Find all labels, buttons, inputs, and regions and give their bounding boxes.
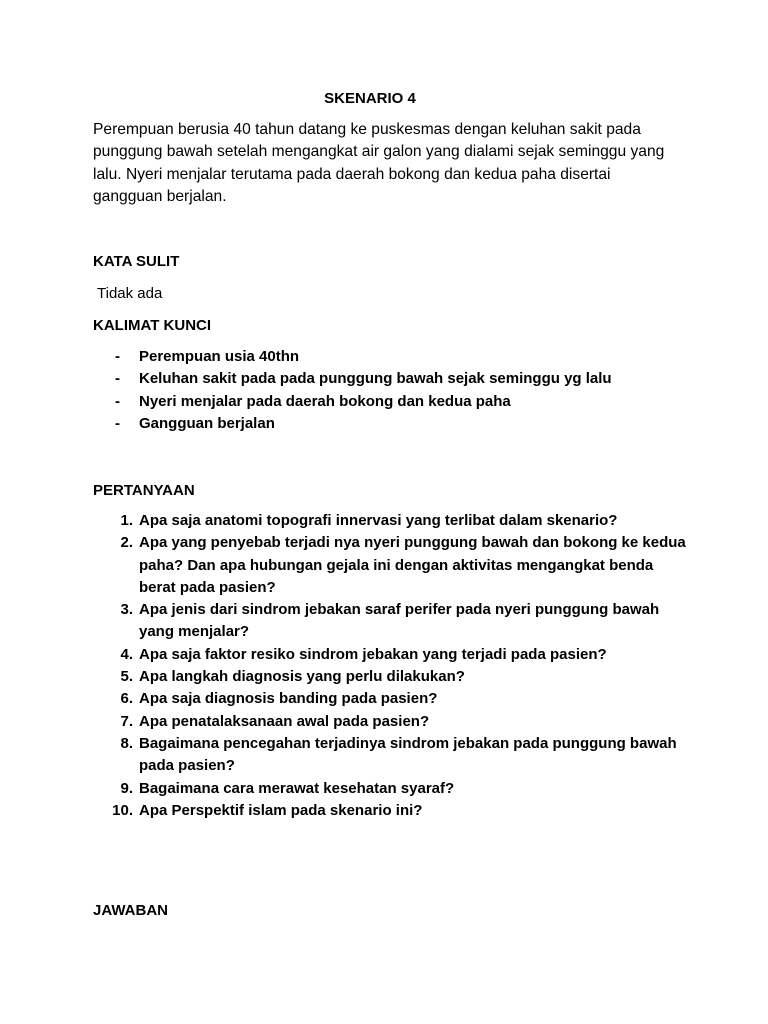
kata-sulit-text: Tidak ada xyxy=(97,285,163,302)
list-number: 8. xyxy=(120,734,133,752)
list-item xyxy=(93,800,693,822)
list-item-text: Bagaimana pencegahan terjadinya sindrom jebakan pada punggung bawah pada pasien? xyxy=(139,734,677,775)
bullet-marker: - xyxy=(115,392,120,410)
list-item-text: Bagaimana cara merawat kesehatan syaraf? xyxy=(139,779,455,797)
list-number: 4. xyxy=(120,645,133,663)
kalimat-kunci-list xyxy=(93,346,693,435)
pertanyaan-list xyxy=(93,510,693,822)
list-item-text: Apa yang penyebab terjadi nya nyeri punggung bawah dan bokong ke kedua paha? Dan apa hubungan gejala ini dengan aktivitas mengangkat benda berat pada pasien? xyxy=(139,534,686,596)
list-item-text: Apa saja diagnosis banding pada pasien? xyxy=(139,690,438,708)
list-item-text: Keluhan sakit pada pada punggung bawah sejak seminggu yg lalu xyxy=(139,370,612,388)
list-item-text: Nyeri menjalar pada daerah bokong dan kedua paha xyxy=(139,392,511,410)
list-item xyxy=(93,599,693,644)
list-item-text: Apa langkah diagnosis yang perlu dilakukan? xyxy=(139,668,465,686)
list-number: 2. xyxy=(120,534,133,552)
list-item xyxy=(93,666,693,688)
list-item xyxy=(93,688,693,710)
list-item xyxy=(93,368,693,390)
kalimat-kunci-heading: KALIMAT KUNCI xyxy=(93,317,212,334)
list-item xyxy=(93,733,693,778)
list-number: 1. xyxy=(120,512,133,529)
scenario-paragraph: Perempuan berusia 40 tahun datang ke puskesmas dengan keluhan sakit pada punggung bawah setelah mengangkat air galon yang dialami sejak seminggu yang lalu. Nyeri menjalar terutama pada daerah bokong dan kedua paha disertai gangguan berjalan. xyxy=(93,121,665,206)
bullet-marker: - xyxy=(115,370,120,388)
list-item-text: Apa saja faktor resiko sindrom jebakan yang terjadi pada pasien? xyxy=(139,645,607,663)
bullet-marker: - xyxy=(115,414,120,432)
list-item xyxy=(93,778,693,800)
list-number: 5. xyxy=(120,668,133,686)
bullet-marker: - xyxy=(115,348,120,365)
list-item xyxy=(93,532,693,599)
list-item xyxy=(93,510,693,532)
list-item-text: Gangguan berjalan xyxy=(139,414,275,432)
list-number: 10. xyxy=(112,801,133,819)
list-item xyxy=(93,391,693,413)
list-item xyxy=(93,711,693,733)
jawaban-heading: JAWABAN xyxy=(93,902,169,919)
list-item-text: Perempuan usia 40thn xyxy=(139,348,300,365)
list-number: 9. xyxy=(120,779,133,797)
list-number: 7. xyxy=(120,712,133,730)
list-number: 6. xyxy=(120,690,133,708)
list-item xyxy=(93,413,693,435)
list-item-text: Apa jenis dari sindrom jebakan saraf perifer pada nyeri punggung bawah yang menjalar? xyxy=(139,601,660,641)
pertanyaan-heading: PERTANYAAN xyxy=(93,482,195,499)
list-item-text: Apa saja anatomi topografi innervasi yang terlibat dalam skenario? xyxy=(139,512,618,529)
list-item-text: Apa penatalaksanaan awal pada pasien? xyxy=(139,712,430,730)
list-item-text: Apa Perspektif islam pada skenario ini? xyxy=(139,801,423,819)
list-item xyxy=(93,644,693,666)
page-title: SKENARIO 4 xyxy=(324,90,416,107)
list-item xyxy=(93,346,693,368)
list-number: 3. xyxy=(120,601,133,619)
kata-sulit-heading: KATA SULIT xyxy=(93,253,180,270)
